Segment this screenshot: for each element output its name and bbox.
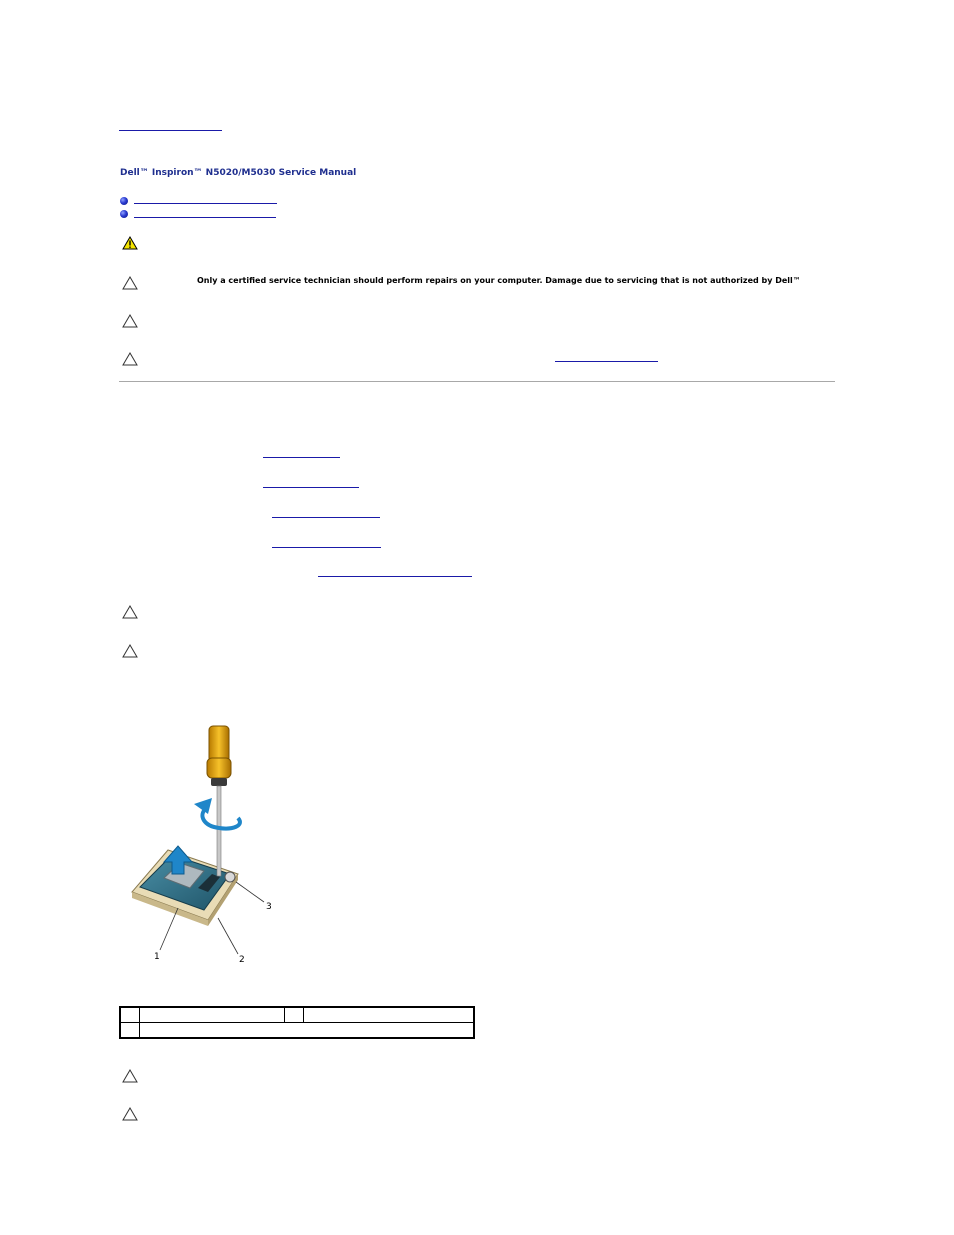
warning-icon (122, 236, 138, 250)
legend-cell (304, 1007, 475, 1023)
legend-cell (120, 1007, 140, 1023)
caution-icon (122, 352, 138, 366)
caution-icon (122, 644, 138, 658)
cam-screw (225, 872, 235, 882)
caution-icon (122, 314, 138, 328)
caution-icon (122, 1107, 138, 1121)
table-row (120, 1023, 474, 1039)
bullet-icon (120, 210, 128, 218)
caution-link[interactable] (555, 361, 658, 362)
callout-2: 2 (239, 955, 245, 965)
callout-3: 3 (266, 902, 272, 912)
legend-cell (120, 1023, 140, 1039)
caution-icon (122, 1069, 138, 1083)
nav-back-link[interactable] (119, 130, 222, 131)
toc-link-1[interactable] (134, 203, 277, 204)
caution-notice-text: Only a certified service technician should perform repairs on your computer. Damage due to servicing that is not authorized by Dell™ (197, 276, 801, 285)
caution-icon (122, 276, 138, 290)
legend-cell (285, 1007, 304, 1023)
step-link-5[interactable] (318, 576, 472, 577)
processor-removal-illustration (120, 722, 290, 968)
callout-1: 1 (154, 952, 160, 962)
step-link-1[interactable] (263, 457, 340, 458)
legend-cell (140, 1007, 285, 1023)
page-title: Dell™ Inspiron™ N5020/M5030 Service Manual (120, 168, 357, 178)
bullet-icon (120, 197, 128, 205)
legend-cell (140, 1023, 475, 1039)
step-link-3[interactable] (272, 517, 380, 518)
toc-link-2[interactable] (134, 217, 276, 218)
caution-icon (122, 605, 138, 619)
table-row (120, 1007, 474, 1023)
step-link-4[interactable] (272, 547, 381, 548)
step-link-2[interactable] (263, 487, 359, 488)
callout-legend-table (119, 1006, 475, 1039)
section-divider (119, 381, 835, 382)
